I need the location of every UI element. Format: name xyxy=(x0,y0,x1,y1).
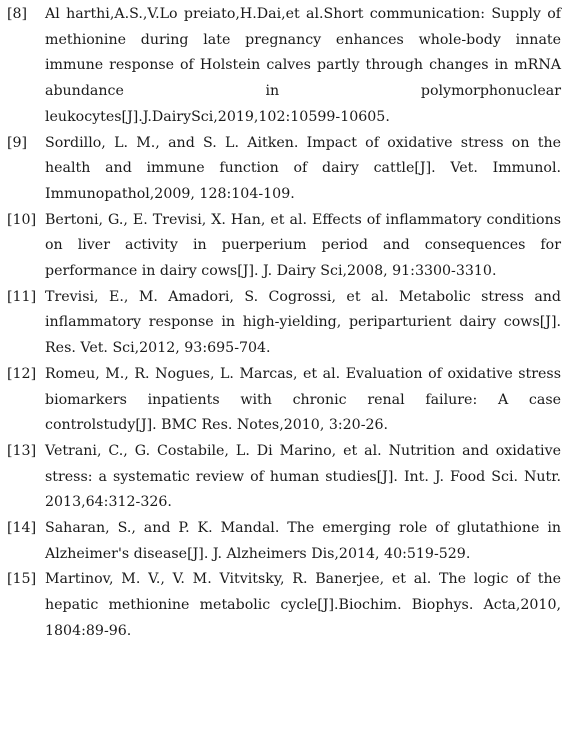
reference-number: [14] xyxy=(7,520,37,537)
reference-item xyxy=(7,2,561,131)
reference-text: Al harthi,A.S.,V.Lo preiato,H.Dai,et al.Short communication: Supply of methionine during late pregnancy enhances whole-body innate immune response of Holstein calves partly through changes in mRNA abundance in polymorphonuclear leukocytes[J].J.DairySci,2019,102:10599-10605. xyxy=(45,6,561,125)
reference-item xyxy=(7,285,561,362)
reference-text: Martinov, M. V., V. M. Vitvitsky, R. Banerjee, et al. The logic of the hepatic methionine metabolic cycle[J].Biochim. Biophys. Acta,2010, 1804:89-96. xyxy=(45,571,561,639)
reference-text: Sordillo, L. M., and S. L. Aitken. Impact of oxidative stress on the health and immune function of dairy cattle[J]. Vet. Immunol. Immunopathol,2009, 128:104-109. xyxy=(45,134,561,202)
reference-number: [9] xyxy=(7,134,28,151)
reference-text: Saharan, S., and P. K. Mandal. The emerging role of glutathione in Alzheimer's disease[J]. J. Alzheimers Dis,2014, 40:519-529. xyxy=(45,520,561,562)
reference-item xyxy=(7,516,561,567)
reference-item xyxy=(7,362,561,439)
reference-number: [15] xyxy=(7,571,37,588)
reference-text: Vetrani, C., G. Costabile, L. Di Marino, et al. Nutrition and oxidative stress: a systematic review of human studies[J]. Int. J. Food Sci. Nutr. 2013,64:312-326. xyxy=(45,442,561,511)
reference-number: [12] xyxy=(7,365,37,382)
reference-text: Trevisi, E., M. Amadori, S. Cogrossi, et al. Metabolic stress and inflammatory response in high-yielding, periparturient dairy cows[J]. Res. Vet. Sci,2012, 93:695-704. xyxy=(45,288,561,357)
reference-text: Romeu, M., R. Nogues, L. Marcas, et al. Evaluation of oxidative stress biomarkers inpatients with chronic renal failure: A case controlstudy[J]. BMC Res. Notes,2010, 3:20-26. xyxy=(45,365,561,434)
reference-item xyxy=(7,208,561,285)
reference-text: Bertoni, G., E. Trevisi, X. Han, et al. Effects of inflammatory conditions on liver activity in puerperium period and consequences for performance in dairy cows[J]. J. Dairy Sci,2008, 91:3300-3310. xyxy=(45,211,561,280)
reference-number: [11] xyxy=(7,288,37,305)
reference-number: [13] xyxy=(7,442,37,459)
reference-item xyxy=(7,131,561,208)
reference-number: [10] xyxy=(7,211,37,228)
reference-item xyxy=(7,567,561,644)
reference-number: [8] xyxy=(7,6,28,22)
reference-item xyxy=(7,439,561,516)
